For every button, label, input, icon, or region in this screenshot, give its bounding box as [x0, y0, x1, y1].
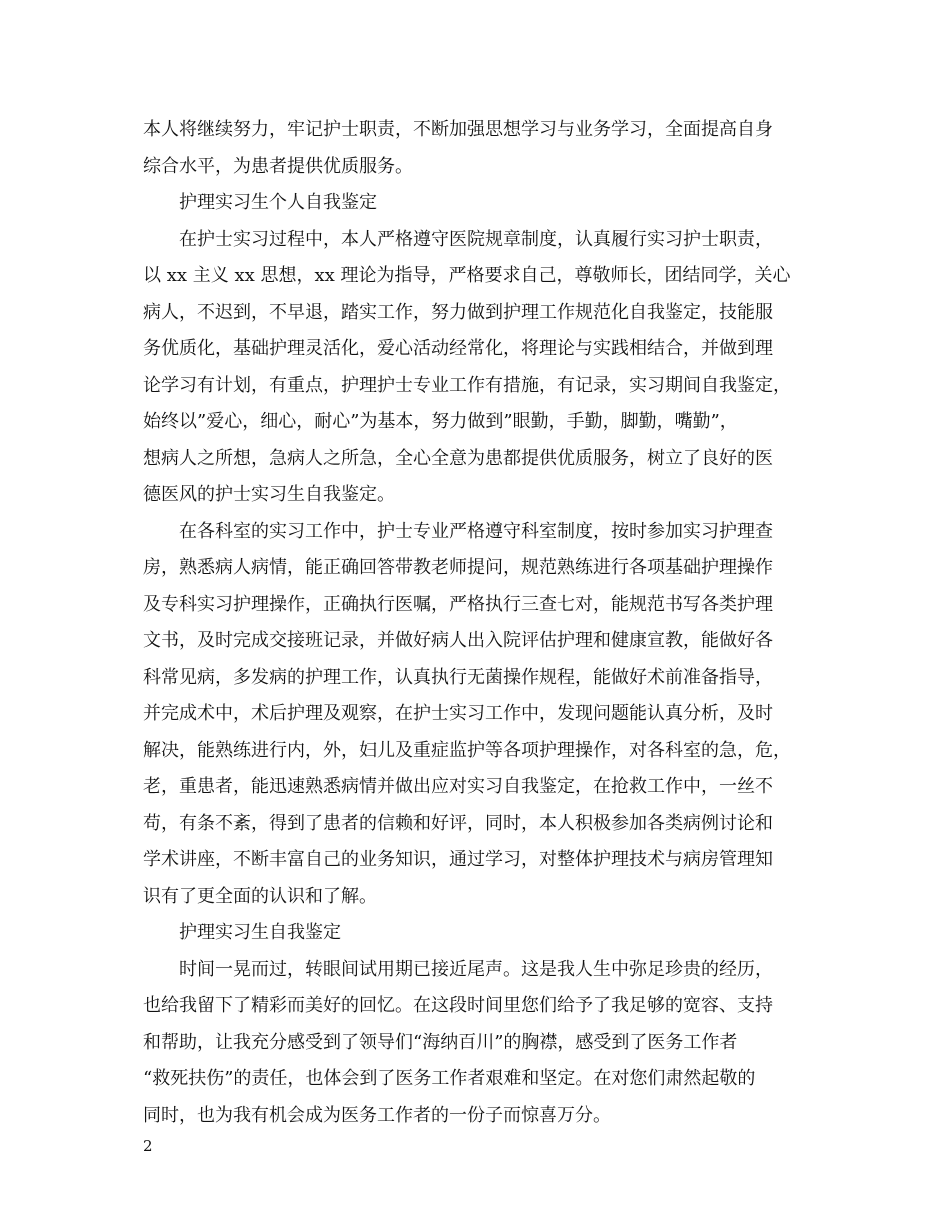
text-line: 护理实习生个人自我鉴定	[179, 192, 377, 213]
text-line: 文书，及时完成交接班记录，并做好病人出入院评估护理和健康宣教，能做好各	[143, 630, 773, 651]
text-line: 老，重患者，能迅速熟悉病情并做出应对实习自我鉴定，在抢救工作中，一丝不	[143, 776, 773, 797]
text-line: 及专科实习护理操作，正确执行医嘱，严格执行三查七对，能规范书写各类护理	[143, 593, 773, 615]
text-line: 德医风的护士实习生自我鉴定。	[143, 484, 395, 505]
text-line: 房，熟悉病人病情，能正确回答带教老师提问，规范熟练进行各项基础护理操作	[143, 557, 773, 578]
text-line: 和帮助，让我充分感受到了领导们“海纳百川”的胸襟，感受到了医务工作者	[143, 1031, 738, 1053]
text-line: 病人，不迟到，不早退，踏实工作，努力做到护理工作规范化自我鉴定，技能服	[143, 301, 773, 323]
text-line: 苟，有条不紊，得到了患者的信赖和好评，同时，本人积极参加各类病例讨论和	[143, 812, 773, 834]
text-line: 论学习有计划，有重点，护理护士专业工作有措施，有记录，实习期间自我鉴定，	[143, 374, 791, 396]
text-line: 在各科室的实习工作中，护士专业严格遵守科室制度，按时参加实习护理查	[179, 520, 773, 542]
text-line: 本人将继续努力，牢记护士职责，不断加强思想学习与业务学习，全面提高自身	[143, 119, 773, 140]
page-number: 2	[143, 1137, 153, 1155]
text-line: 护理实习生自我鉴定	[179, 922, 341, 943]
text-line: 学术讲座，不断丰富自己的业务知识，通过学习，对整体护理技术与病房管理知	[143, 849, 773, 870]
text-line: 也给我留下了精彩而美好的回忆。在这段时间里您们给予了我足够的宽容、支持	[143, 995, 773, 1016]
text-line: 时间一晃而过，转眼间试用期已接近尾声。这是我人生中弥足珍贵的经历，	[179, 958, 773, 980]
text-line: “救死扶伤”的责任，也体会到了医务工作者艰难和坚定。在对您们肃然起敬的	[143, 1068, 756, 1089]
text-line: 识有了更全面的认识和了解。	[143, 885, 377, 907]
text-line: 同时，也为我有机会成为医务工作者的一份子而惊喜万分。	[143, 1104, 611, 1126]
text-line: 务优质化，基础护理灵活化，爱心活动经常化，将理论与实践相结合，并做到理	[143, 338, 773, 359]
text-line: 始终以”爱心，细心，耐心”为基本，努力做到”眼勤，手勤，脚勤，嘴勤”，	[143, 411, 738, 432]
text-line: 以 xx 主义 xx 思想，xx 理论为指导，严格要求自己，尊敬师长，团结同学，关心	[143, 265, 791, 286]
text-line: 综合水平，为患者提供优质服务。	[143, 155, 413, 177]
document-body	[143, 112, 823, 1134]
text-line: 解决，能熟练进行内，外，妇儿及重症监护等各项护理操作，对各科室的急，危，	[143, 739, 791, 761]
text-line: 并完成术中，术后护理及观察，在护士实习工作中，发现问题能认真分析，及时	[143, 703, 773, 724]
text-line: 科常见病，多发病的护理工作，认真执行无菌操作规程，能做好术前准备指导，	[143, 666, 773, 688]
text-line: 在护士实习过程中，本人严格遵守医院规章制度，认真履行实习护士职责，	[179, 228, 773, 250]
text-line: 想病人之所想，急病人之所急，全心全意为患都提供优质服务，树立了良好的医	[143, 447, 773, 469]
